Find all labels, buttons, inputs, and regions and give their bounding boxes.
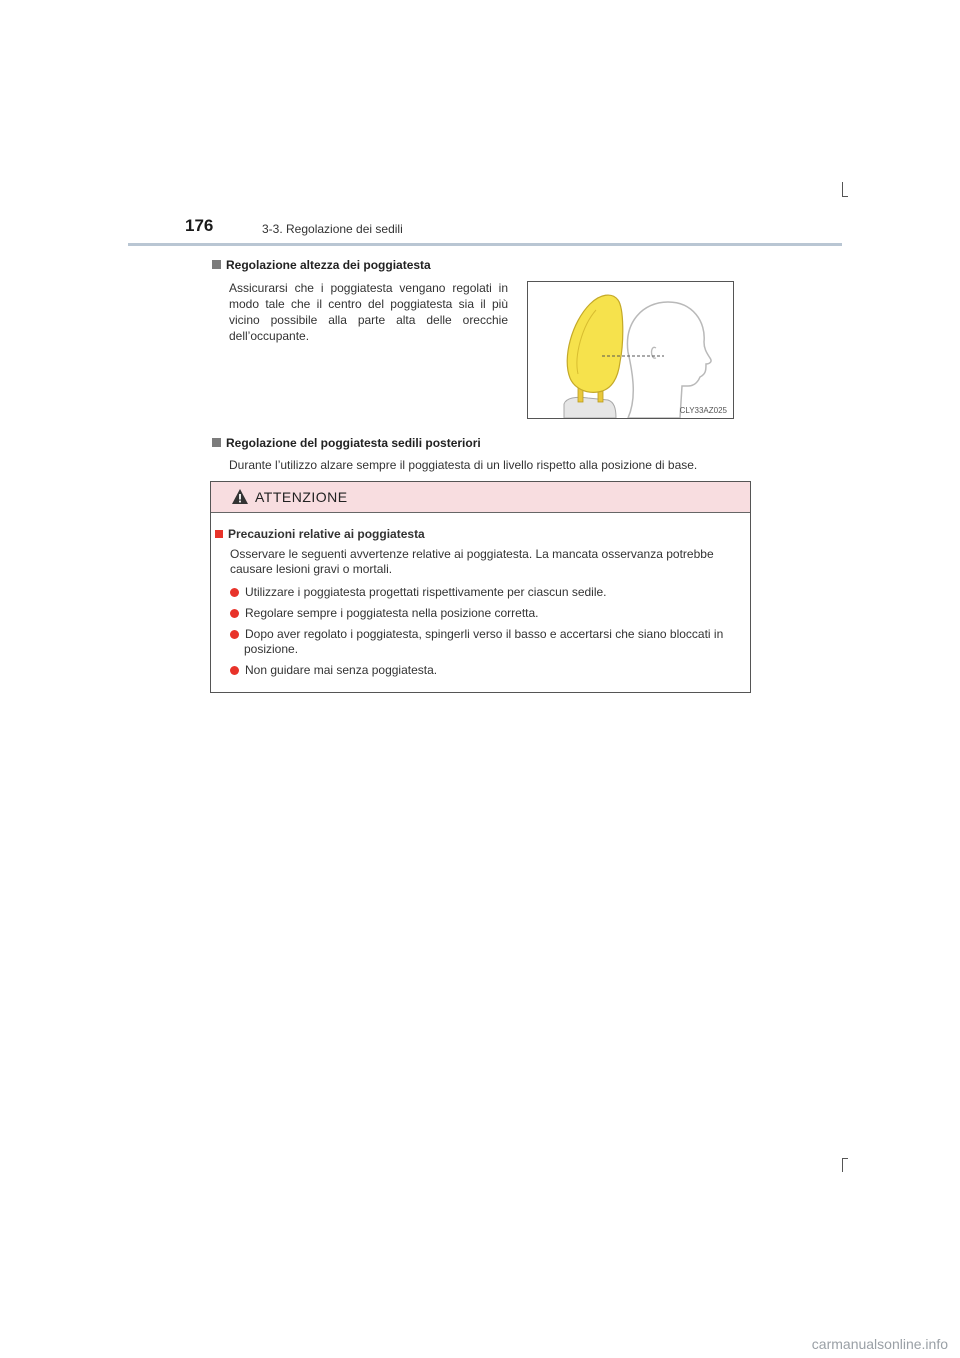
heading-rear-headrest [212,436,481,450]
red-dot-icon [230,609,239,618]
warning-subheading [215,527,729,542]
paragraph-headrest-height: Assicurarsi che i poggiatesta vengano regolati in modo tale che il centro del poggiatesta sia il più vicino possibile alla parte alta delle orecchie dell’occupante. [229,281,508,343]
warning-bullet-3: Dopo aver regolato i poggiatesta, spingerli verso il basso e accertarsi che siano bloccati in posizione. [230,627,758,657]
heading-text: Regolazione altezza dei poggiatesta [226,258,431,272]
watermark: carmanualsonline.info [811,1336,948,1352]
headrest-illustration [527,281,734,419]
headrest-figure-svg [528,282,733,418]
red-dot-icon [230,630,239,639]
heading-headrest-height [212,258,431,272]
heading-text: Regolazione del poggiatesta sedili posteriori [226,436,481,450]
square-bullet-icon [212,438,221,447]
crop-mark-bottom-right-h [842,1158,848,1159]
warning-bullet-2: Regolare sempre i poggiatesta nella posizione corretta. [230,606,758,621]
page-number: 176 [185,216,214,235]
warning-title: ATTENZIONE [255,489,348,505]
warning-triangle-icon [231,488,249,505]
warning-header [211,482,750,513]
square-bullet-icon [212,260,221,269]
section-title: 3-3. Regolazione dei sedili [262,222,403,236]
red-square-bullet-icon [215,530,223,538]
warning-bullet-1: Utilizzare i poggiatesta progettati rispettivamente per ciascun sedile. [230,585,758,600]
ear-outline [652,347,657,358]
head-outline [627,302,711,418]
crop-mark-top-right [842,182,843,196]
red-dot-icon [230,588,239,597]
header-rule [128,243,842,246]
headrest-cushion [567,295,623,392]
figure-code: CLY33AZ025 [679,406,727,415]
warning-subheading-text: Precauzioni relative ai poggiatesta [228,527,425,541]
seat-back [564,397,616,418]
crop-mark-top-right-h [842,196,848,197]
red-dot-icon [230,666,239,675]
warning-bullet-4: Non guidare mai senza poggiatesta. [230,663,758,678]
warning-box [210,481,751,693]
crop-mark-bottom-right [842,1158,843,1172]
paragraph-rear-headrest: Durante l’utilizzo alzare sempre il poggiatesta di un livello rispetto alla posizione di base. [229,458,698,472]
warning-intro: Osservare le seguenti avvertenze relative ai poggiatesta. La mancata osservanza potrebbe causare lesioni gravi o mortali. [230,547,714,576]
